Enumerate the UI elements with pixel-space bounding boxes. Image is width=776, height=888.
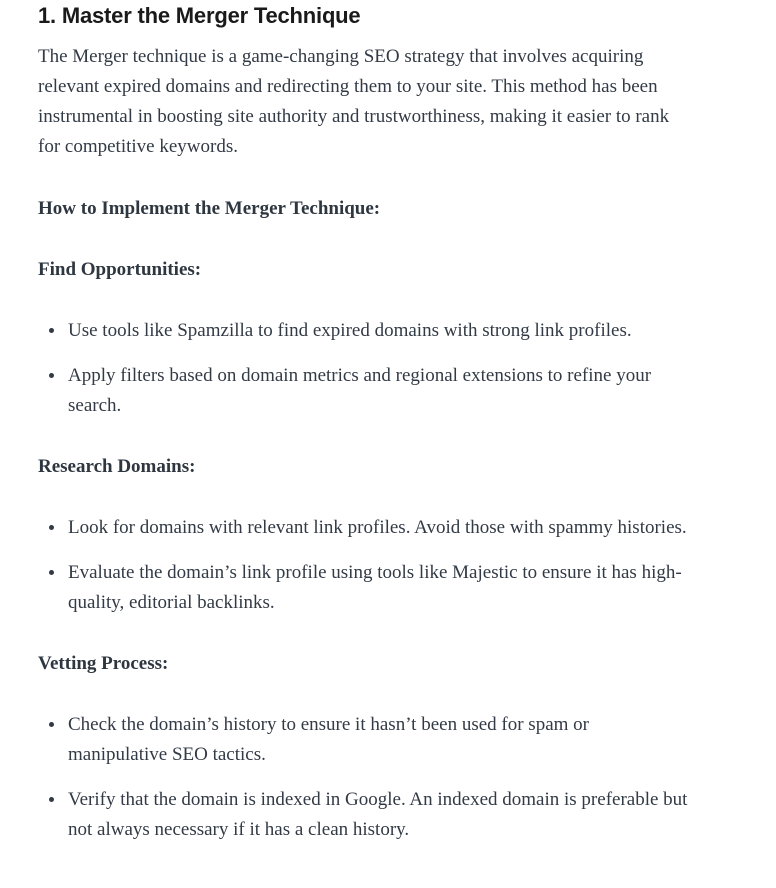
bullet-dot-icon — [49, 797, 54, 802]
section-title-vetting-process: Vetting Process: — [38, 653, 169, 674]
list-item — [38, 785, 688, 845]
bullet-list-vetting-process — [38, 710, 688, 845]
section-title-find-opportunities: Find Opportunities: — [38, 259, 202, 280]
bullet-list-research-domains — [38, 513, 688, 618]
list-item-text: Look for domains with relevant link profiles. Avoid those with spammy histories. — [68, 517, 687, 538]
subheading-how-to-implement: How to Implement the Merger Technique: — [38, 198, 381, 219]
list-item — [38, 316, 688, 346]
list-item-text: Evaluate the domain’s link profile using tools like Majestic to ensure it has high-quality, editorial backlinks. — [68, 562, 682, 613]
list-item — [38, 710, 688, 770]
bullet-dot-icon — [49, 328, 54, 333]
list-item — [38, 558, 688, 618]
section-title-research-domains: Research Domains: — [38, 456, 196, 477]
list-item-text: Check the domain’s history to ensure it hasn’t been used for spam or manipulative SEO tactics. — [68, 714, 589, 765]
bullet-dot-icon — [49, 570, 54, 575]
list-item-text: Apply filters based on domain metrics and regional extensions to refine your search. — [68, 365, 652, 416]
list-item — [38, 361, 688, 421]
bullet-dot-icon — [49, 722, 54, 727]
page-title: 1. Master the Merger Technique — [38, 3, 361, 28]
list-item-text: Use tools like Spamzilla to find expired domains with strong link profiles. — [68, 320, 632, 341]
bullet-dot-icon — [49, 525, 54, 530]
intro-paragraph: The Merger technique is a game-changing SEO strategy that involves acquiring relevant expired domains and redirecting them to your site. This method has been instrumental in boosting site authority and trustworthiness, making it easier to rank for competitive keywords. — [38, 46, 670, 157]
bullet-dot-icon — [49, 373, 54, 378]
list-item — [38, 513, 688, 543]
list-item-text: Verify that the domain is indexed in Google. An indexed domain is preferable but not always necessary if it has a clean history. — [68, 789, 688, 840]
bullet-list-find-opportunities — [38, 316, 688, 421]
